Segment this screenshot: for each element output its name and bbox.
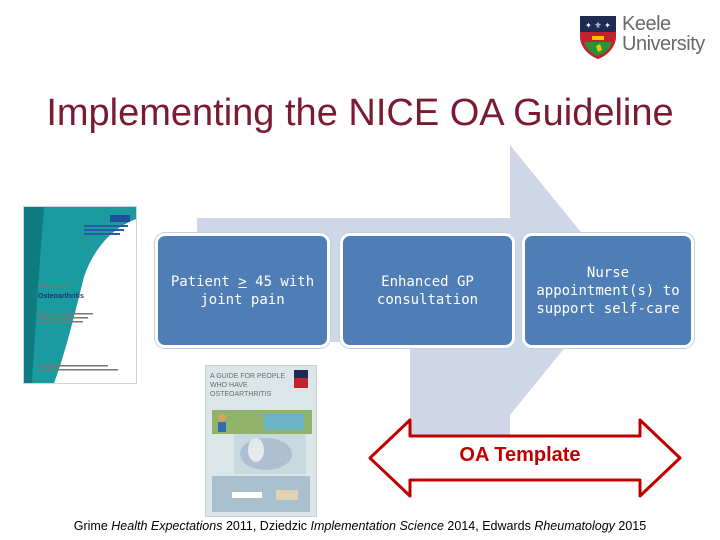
citation-author1: Grime bbox=[73, 519, 108, 533]
step-nurse-label: Nurse appointment(s) to support self-care bbox=[536, 264, 680, 317]
logo-line1: Keele bbox=[622, 13, 671, 35]
svg-text:✦ ⚜ ✦: ✦ ⚜ ✦ bbox=[585, 21, 611, 30]
step-patient-symbol: > bbox=[238, 273, 247, 290]
slide-title: Implementing the NICE OA Guideline bbox=[46, 92, 674, 134]
citation-journal1: Health Expectations bbox=[111, 519, 223, 533]
citation-year2: 2014 bbox=[447, 519, 476, 533]
logo-line2: University bbox=[622, 33, 705, 55]
citation-author3: Edwards bbox=[482, 519, 531, 533]
step-patient-suffix: 45 with joint pain bbox=[200, 273, 315, 308]
citation-journal2: Implementation Science bbox=[310, 519, 444, 533]
citation-journal3: Rheumatology bbox=[534, 519, 615, 533]
citation-author2: Dziedzic bbox=[259, 519, 308, 533]
doc1-heading: Osteoarthritis bbox=[38, 293, 84, 300]
citation-year3: 2015 bbox=[618, 519, 647, 533]
booklet-title: A GUIDE FOR PEOPLE WHO HAVE OSTEOARTHRITIS bbox=[210, 373, 286, 398]
step-gp-label: Enhanced GP consultation bbox=[376, 273, 479, 308]
citation: Grime Health Expectations 2011, Dziedzic Implementation Science 2014, Edwards Rheumatology 2015 bbox=[73, 519, 647, 533]
citation-year1: 2011 bbox=[225, 519, 253, 533]
step-patient-prefix: Patient bbox=[170, 273, 239, 290]
oa-template-label: OA Template bbox=[459, 444, 581, 466]
